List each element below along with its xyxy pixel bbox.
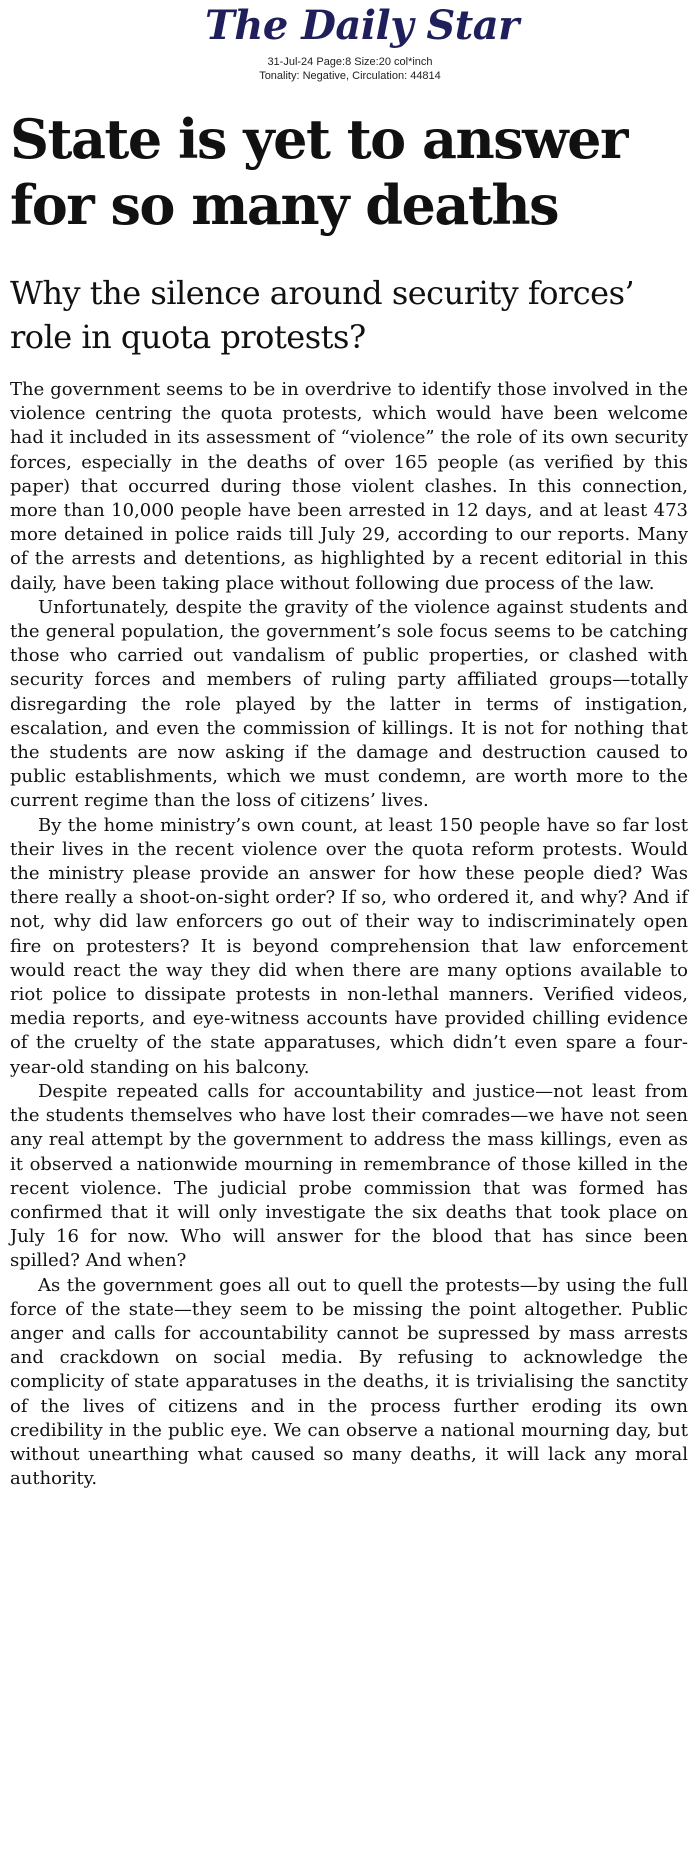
article-headline: State is yet to answer for so many deaths — [10, 107, 627, 237]
article-paragraph-4: Despite repeated calls for accountability and justice—not least from the students themselves who have lost their comrades—we have not seen any real attempt by the government to address the mass killings, even as it observed a nationwide mourning in remembrance of those killed in the recent violence. The judicial probe commission that was formed has confirmed that it will only investigate the six deaths that took place on July 16 for now. Who will answer for the blood that has since been spilled? And when? — [10, 1080, 688, 1272]
article-paragraph-5: As the government goes all out to quell the protests—by using the full force of the state—they seem to be missing the point altogether. Public anger and calls for accountability cannot be supressed by mass arrests and crackdown on social media. By refusing to acknowledge the complicity of state apparatuses in the deaths, it is trivialising the sanctity of the lives of citizens and in the process further eroding its own credibility in the public eye. We can observe a national mourning day, but without unearthing what caused so many deaths, it will lack any moral authority. — [10, 1274, 688, 1490]
article-paragraph-1: The government seems to be in overdrive to identify those involved in the violence centring the quota protests, which would have been welcome had it included in its assessment of “violence” the role of its own security forces, especially in the deaths of over 165 people (as verified by this paper) that occurred during those violent clashes. In this connection, more than 10,000 people have been arrested in 12 days, and at least 473 more detained in police raids till July 29, according to our reports. Many of the arrests and detentions, as highlighted by a recent editorial in this daily, have been taking place without following due process of the law. — [10, 379, 688, 594]
article-body — [10, 378, 688, 1491]
article-paragraph-2: Unfortunately, despite the gravity of the violence against students and the general population, the government’s sole focus seems to be catching those who carried out vandalism of public properties, or clashed with security forces and members of ruling party affiliated groups—totally disregarding the role played by the latter in terms of instigation, escalation, and even the commission of killings. It is not for nothing that the students are now asking if the damage and destruction caused to public establishments, which we must condemn, are worth more to the current regime than the loss of citizens’ lives. — [10, 596, 688, 812]
article-paragraph-3: By the home ministry’s own count, at least 150 people have so far lost their lives in the recent violence over the quota reform protests. Would the ministry please provide an answer for how these people died? Was there really a shoot-on-sight order? If so, who ordered it, and why? And if not, why did law enforcers go out of their way to indiscriminately open fire on protesters? It is beyond comprehension that law enforcement would react the way they did when there are many options available to riot police to dissipate protests in non-lethal manners. Verified videos, media reports, and eye-witness accounts have provided chilling evidence of the cruelty of the state apparatuses, which didn’t even spare a four-year-old standing on his balcony. — [10, 814, 688, 1078]
masthead — [0, 0, 700, 92]
article-subheadline: Why the silence around security forces’ role in quota protests? — [10, 274, 635, 356]
newspaper-logo: The Daily Star — [205, 2, 519, 49]
clipping-meta-date-page: 31-Jul-24 Page:8 Size:20 col*inch — [267, 56, 433, 68]
clipping-meta-tonality: Tonality: Negative, Circulation: 44814 — [259, 70, 441, 82]
